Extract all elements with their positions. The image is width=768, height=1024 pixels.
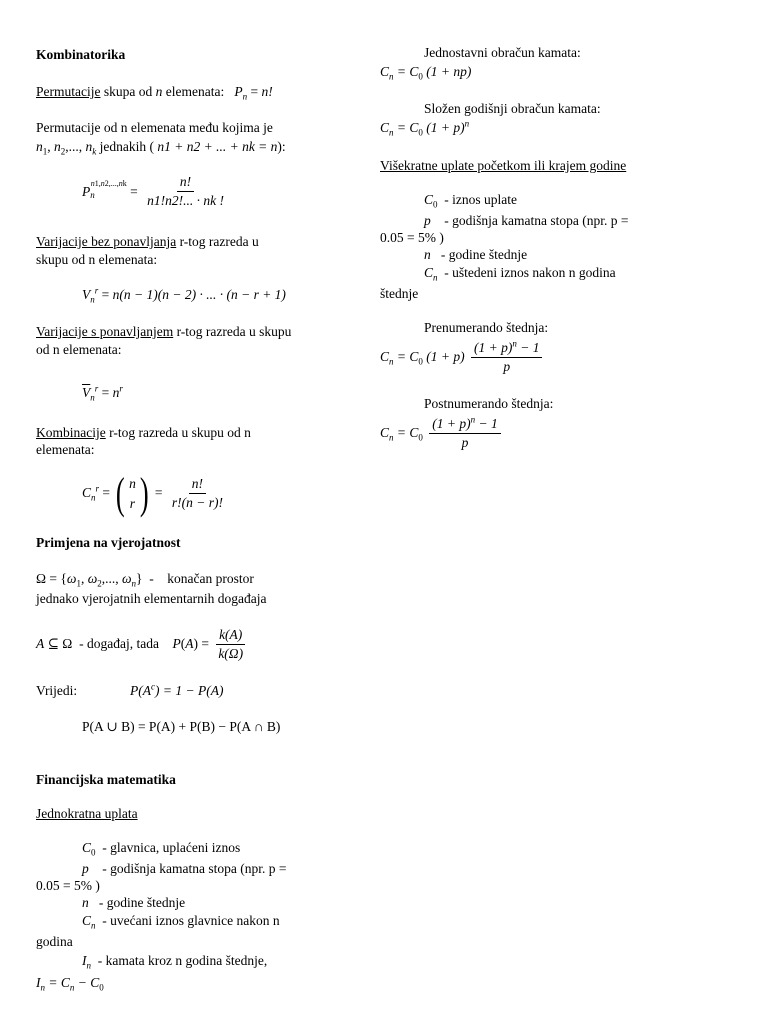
varrep-line2: od n elemenata:: [36, 342, 122, 357]
def-p-line2: 0.05 = 5% ): [36, 878, 100, 893]
perm-rep-line1: Permutacije od n elemenata među kojima je: [36, 120, 273, 135]
perm-rep-line2: $n_1$, $n_2$,..., $n_k$ jednakih ( n1 + n2 + ... + nk = n):: [36, 139, 286, 157]
def-p-line1: p - godišnja kamatna stopa (npr. p =: [82, 861, 287, 876]
def-in: $I_n$ - kamata kroz n godina štednje,: [82, 953, 268, 971]
varrep-line1: Varijacije s ponavljanjem r-tog razreda u skupu: [36, 324, 292, 339]
postnumerando-formula: $C_n = C_0$ $\frac{(1 + p)^n - 1}{p}$: [380, 414, 504, 452]
event-line: A ⊆ Ω - događaj, tada P(A) = $\frac{k(A)}{k(\Omega)}$: [36, 624, 249, 664]
multiple-payments-link: Višekratne uplate početkom ili krajem godine: [380, 158, 627, 173]
komb-line1: Kombinacije r-tog razreda u skupu od n: [36, 425, 251, 440]
heading-financial: Financijska matematika: [36, 772, 176, 787]
vrijedi-label: Vrijedi:: [36, 683, 78, 698]
def-n: n - godine štednje: [82, 895, 186, 910]
variations-link: Varijacije bez ponavljanja: [36, 234, 177, 249]
omega-line: $\Omega = \{\omega_1$, $\omega_2$,..., $\omega_n$} - konačan prostor: [36, 571, 254, 589]
heading-kombinatorika: Kombinatorika: [36, 47, 126, 62]
r-def-cn-line1: $C_n$ - uštedeni iznos nakon n godina: [424, 265, 616, 283]
prenumerando-formula: $C_n = C_0$ (1 + p) $\frac{(1 + p)^n - 1}{p}$: [380, 338, 545, 376]
perm-formula-rhs: n!: [261, 84, 273, 99]
komb-formula: $C_n^r$ = ( n r ) = $\frac{n!}{r!(n - r)!}$: [82, 468, 223, 518]
permutations-line: Permutacije skupa od n elemenata: $P_n = n$!: [36, 84, 273, 102]
simple-interest-title: Jednostavni obračun kamata:: [424, 45, 581, 60]
compound-interest-title: Složen godišnji obračun kamata:: [424, 101, 601, 116]
def-cn-line2: godina: [36, 934, 73, 949]
perm-rep-formula: $P_n^{n1,n2,...,nk}$ = $\frac{n!}{n1!n2!... \cdot nk !}$: [82, 174, 224, 208]
varrep-link: Varijacije s ponavljanjem: [36, 324, 174, 339]
r-def-p-line1: p - godišnja kamatna stopa (npr. p =: [424, 213, 629, 228]
omega-desc2: jednako vjerojatnih elementarnih događaja: [36, 591, 267, 606]
combinations-link: Kombinacije: [36, 425, 106, 440]
varrep-formula: $\overline{V}_n^r = n^r$: [82, 383, 123, 403]
single-payment-link: Jednokratna uplata: [36, 806, 138, 821]
variations-line2: skupu od n elemenata:: [36, 252, 158, 267]
r-def-c0: $C_0$ - iznos uplate: [424, 192, 517, 210]
variations-line1: Varijacije bez ponavljanja r-tog razreda u: [36, 234, 259, 249]
variations-formula: $V_n^r = n(n - 1)(n - 2)$ · ... · (n − r + 1): [82, 285, 286, 305]
union-formula: P(A ∪ B) = P(A) + P(B) − P(A ∩ B): [82, 719, 281, 734]
simple-interest-formula: $C_n = C_0$ (1 + np): [380, 64, 472, 82]
def-c0: $C_0$ - glavnica, uplaćeni iznos: [82, 840, 241, 858]
r-def-n: n - godine štednje: [424, 247, 528, 262]
complement-formula: $P(A^c) = 1 - P(A)$: [130, 681, 224, 698]
permutations-link: Permutacije: [36, 84, 101, 99]
postnumerando-title: Postnumerando štednja:: [424, 396, 554, 411]
in-formula: $I_n = C_n - C_0$: [36, 975, 104, 993]
r-def-p-line2: 0.05 = 5% ): [380, 230, 444, 245]
prenumerando-title: Prenumerando štednja:: [424, 320, 549, 335]
compound-interest-formula: $C_n = C_0$ $(1 + p)^n$: [380, 118, 470, 138]
komb-line2: elemenata:: [36, 442, 95, 457]
heading-probability: Primjena na vjerojatnost: [36, 535, 181, 550]
r-def-cn-line2: štednje: [380, 286, 419, 301]
perm-rep-sum: n1 + n2 + ... + nk = n: [157, 139, 278, 154]
def-cn-line1: $C_n$ - uvećani iznos glavnice nakon n: [82, 913, 280, 931]
